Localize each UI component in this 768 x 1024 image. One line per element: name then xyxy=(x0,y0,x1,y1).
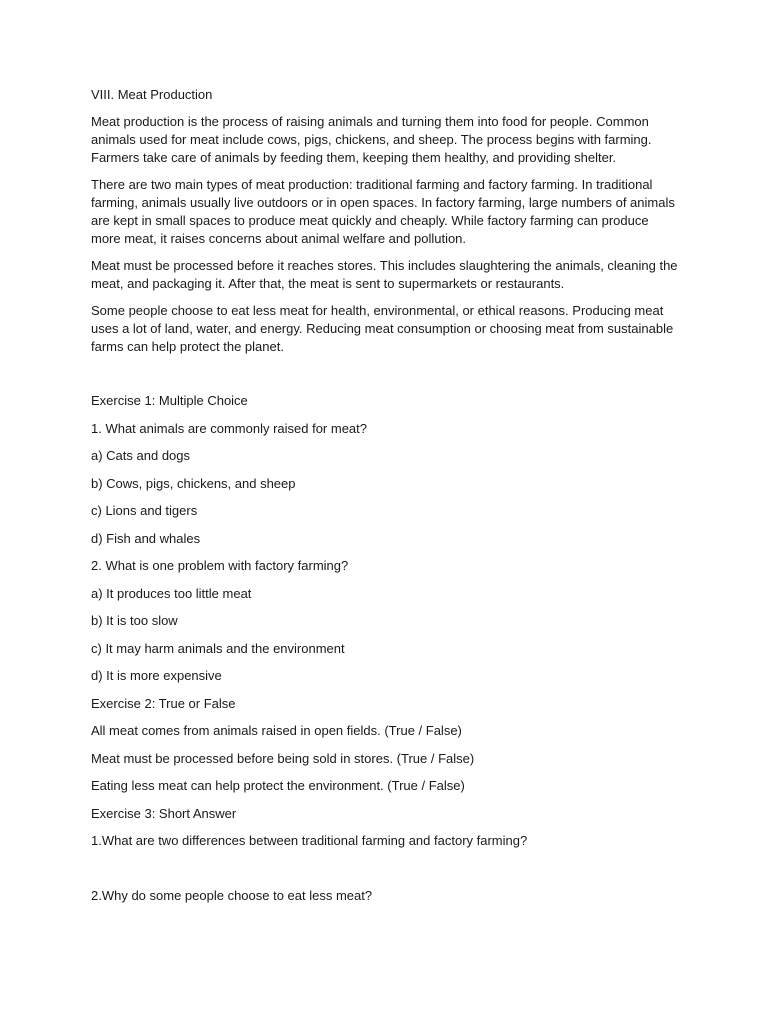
paragraph-reasons: Some people choose to eat less meat for health, environmental, or ethical reasons. Producing meat uses a lot of land, water, and energy. Reducing meat consumption or choosing meat from sustainable farms can help protect the planet. xyxy=(91,303,674,354)
exercise1-title: Exercise 1: Multiple Choice xyxy=(91,393,248,408)
exercise1-q2-option-d: d) It is more expensive xyxy=(91,668,222,683)
paragraph-types: There are two main types of meat production: traditional farming and factory farming. In traditional farming, animals usually live outdoors or in open spaces. In factory farming, large numbers of animals are kept in small spaces to produce meat quickly and cheaply. While factory farming can produce more meat, it raises concerns about animal welfare and pollution. xyxy=(91,177,675,246)
exercise2-title: Exercise 2: True or False xyxy=(91,695,236,711)
paragraph-intro: Meat production is the process of raising animals and turning them into food for people. Common animals used for meat include cows, pigs, chickens, and sheep. The process begins with farming. Farmers take care of animals by feeding them, keeping them healthy, and providing shelter. xyxy=(91,114,652,165)
section-title: VIII. Meat Production xyxy=(91,87,213,102)
exercise1-q2-option-b: b) It is too slow xyxy=(91,613,178,628)
exercise3-question-1: 1.What are two differences between traditional farming and factory farming? xyxy=(91,833,528,848)
exercise1-q2-option-a: a) It produces too little meat xyxy=(91,585,252,601)
paragraph-processing: Meat must be processed before it reaches stores. This includes slaughtering the animals, cleaning the meat, and packaging it. After that, the meat is sent to supermarkets or restaurants. xyxy=(91,258,678,291)
exercise1-q1-option-d: d) Fish and whales xyxy=(91,530,201,546)
answer-space xyxy=(91,860,680,887)
exercise1-q1-option-a: a) Cats and dogs xyxy=(91,448,191,463)
exercise2-statement-3: Eating less meat can help protect the environment. (True / False) xyxy=(91,778,465,793)
exercise3-question-2: 2.Why do some people choose to eat less meat? xyxy=(91,887,373,903)
exercise2-statement-1: All meat comes from animals raised in open fields. (True / False) xyxy=(91,723,462,738)
exercise1-q2-option-c: c) It may harm animals and the environment xyxy=(91,640,345,656)
exercise1-question-1: 1. What animals are commonly raised for meat? xyxy=(91,420,367,436)
exercise1-q1-option-b: b) Cows, pigs, chickens, and sheep xyxy=(91,475,296,491)
exercise2-statement-2: Meat must be processed before being sold in stores. (True / False) xyxy=(91,750,475,766)
blank-space xyxy=(91,365,680,392)
exercise3-title: Exercise 3: Short Answer xyxy=(91,805,237,821)
exercise1-q1-option-c: c) Lions and tigers xyxy=(91,503,198,518)
exercise1-question-2: 2. What is one problem with factory farming? xyxy=(91,558,349,573)
